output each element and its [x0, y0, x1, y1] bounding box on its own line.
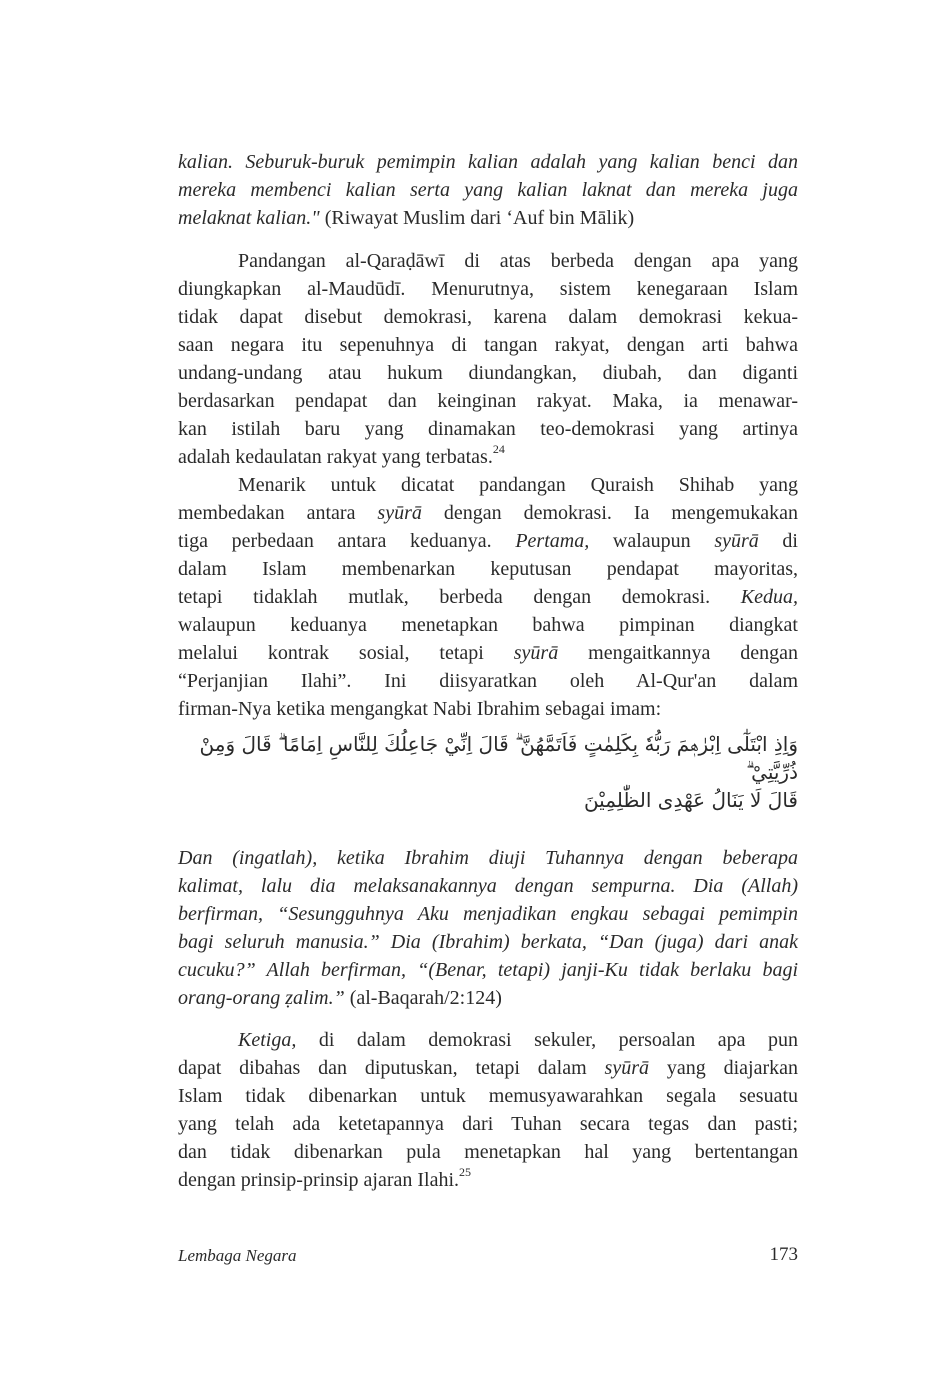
text-segment: undang-undang atau hukum diundangkan, diubah, dan diganti	[178, 362, 798, 384]
text-line	[178, 956, 798, 984]
text-line	[178, 415, 798, 443]
text-segment: Kedua,	[740, 586, 798, 608]
text-segment: berfirman, “Sesungguhnya Aku menjadikan engkau sebagai pemimpin	[178, 903, 798, 925]
text-segment: tiga perbedaan antara keduanya.	[178, 530, 516, 552]
text-segment: dengan prinsip-prinsip ajaran Ilahi.	[178, 1169, 460, 1191]
text-segment: dalam Islam membenarkan keputusan pendapat mayoritas,	[178, 558, 798, 580]
text-segment: yang diajarkan	[648, 1057, 798, 1079]
text-line	[178, 928, 798, 956]
text-line	[178, 984, 798, 1012]
verse-translation	[178, 844, 798, 1012]
text-segment: cucuku?” Allah berfirman, “(Benar, tetapi) janji-Ku tidak berlaku bagi	[178, 959, 798, 981]
text-line	[178, 1166, 798, 1194]
text-line	[178, 900, 798, 928]
text-line	[178, 148, 798, 176]
text-segment: adalah kedaulatan rakyat yang terbatas.	[178, 446, 493, 468]
footnote-ref: 24	[492, 442, 505, 456]
text-line	[178, 583, 798, 611]
text-segment: Dan (ingatlah), ketika Ibrahim diuji Tuhannya dengan beberapa	[178, 847, 798, 869]
text-segment: tetapi tidaklah mutlak, berbeda dengan demokrasi.	[178, 586, 741, 608]
text-segment: (al-Baqarah/2:124)	[344, 987, 502, 1009]
text-segment: “Perjanjian Ilahi”. Ini diisyaratkan oleh Al-Qur'an dalam	[178, 670, 798, 692]
text-segment: syūrā	[513, 642, 559, 664]
text-segment: kalimat, lalu dia melaksanakannya dengan sempurna. Dia (Allah)	[178, 875, 798, 897]
text-line	[178, 872, 798, 900]
text-line	[178, 1138, 798, 1166]
text-line	[178, 471, 798, 499]
text-segment: dengan demokrasi. Ia mengemukakan	[421, 502, 798, 524]
text-segment: bagi seluruh manusia.” Dia (Ibrahim) berkata, “Dan (juga) dari anak	[178, 931, 798, 953]
text-line	[178, 204, 798, 232]
text-line	[178, 695, 798, 723]
text-line	[178, 387, 798, 415]
text-segment: di dalam demokrasi sekuler, persoalan apa pun	[296, 1029, 798, 1051]
text-line	[178, 499, 798, 527]
qaradawi-paragraph	[178, 247, 798, 471]
text-segment: Pertama,	[515, 530, 590, 552]
text-line	[178, 303, 798, 331]
text-segment: orang-orang ẓalim.”	[178, 987, 345, 1009]
text-segment: melaknat kalian."	[178, 207, 320, 229]
text-line	[178, 275, 798, 303]
text-segment: saan negara itu sepenuhnya di tangan rakyat, dengan arti bahwa	[178, 334, 798, 356]
text-line	[178, 443, 798, 471]
text-segment: di	[758, 530, 798, 552]
text-line	[178, 331, 798, 359]
text-segment: yang telah ada ketetapannya dari Tuhan secara tegas dan pasti;	[178, 1113, 798, 1135]
footnote-ref: 25	[459, 1165, 472, 1179]
page-number: 173	[769, 1244, 798, 1265]
text-segment: berdasarkan pendapat dan keinginan rakyat. Maka, ia menawar-	[178, 390, 798, 412]
text-segment: (Riwayat Muslim dari ‘Auf bin Mālik)	[319, 207, 635, 229]
text-segment: syūrā	[604, 1057, 649, 1079]
text-line	[178, 1110, 798, 1138]
text-segment: membedakan antara	[178, 502, 378, 524]
arabic-verse-line-2: قَالَ لَا يَنَالُ عَهْدِى الظّٰلِمِيْنَ	[583, 788, 798, 812]
text-line	[178, 639, 798, 667]
arabic-verse-line-1: وَاِذِ ابْتَلٰٓى اِبْرٰهٖمَ رَبُّهٗ بِكَلِمٰتٍ فَاَتَمَّهُنَّ ۗ قَالَ اِنِّيْ جَاعِلُكَ لِلنَّاسِ اِمَامًا ۗ قَالَ وَمِنْ ذُرِّيَّتِيْ ۗ	[199, 732, 798, 784]
ketiga-paragraph	[178, 1026, 798, 1194]
text-segment: firman-Nya ketika mengangkat Nabi Ibrahim sebagai imam:	[178, 698, 662, 720]
text-line	[178, 247, 798, 275]
text-segment: walaupun	[589, 530, 715, 552]
text-segment: kan istilah baru yang dinamakan teo-demokrasi yang artinya	[178, 418, 798, 440]
text-segment: walaupun keduanya menetapkan bahwa pimpinan diangkat	[178, 614, 798, 636]
text-segment: Menarik untuk dicatat pandangan Quraish Shihab yang	[238, 474, 798, 496]
text-segment: Ketiga,	[238, 1029, 297, 1051]
text-segment: diungkapkan al-Maudūdī. Menurutnya, sistem kenegaraan Islam	[178, 278, 798, 300]
quraish-shihab-paragraph	[178, 471, 798, 723]
text-segment: dapat dibahas dan diputuskan, tetapi dalam	[178, 1057, 605, 1079]
text-segment: tidak dapat disebut demokrasi, karena dalam demokrasi kekua-	[178, 306, 798, 328]
text-line	[178, 667, 798, 695]
text-segment: kalian. Seburuk-buruk pemimpin kalian adalah yang kalian benci dan	[178, 151, 798, 173]
text-line	[178, 611, 798, 639]
text-segment: melalui kontrak sosial, tetapi	[178, 642, 514, 664]
text-line	[178, 1026, 798, 1054]
text-segment: Islam tidak dibenarkan untuk memusyawarahkan segala sesuatu	[178, 1085, 798, 1107]
text-segment: Pandangan al-Qaraḍāwī di atas berbeda dengan apa yang	[238, 250, 798, 272]
text-line	[178, 527, 798, 555]
text-segment: dan tidak dibenarkan pula menetapkan hal yang bertentangan	[178, 1141, 798, 1163]
text-line	[178, 844, 798, 872]
text-line	[178, 359, 798, 387]
text-segment: syūrā	[377, 502, 422, 524]
text-line	[178, 1054, 798, 1082]
text-line	[178, 1082, 798, 1110]
text-line	[178, 176, 798, 204]
running-title: Lembaga Negara	[178, 1246, 297, 1265]
text-line	[178, 555, 798, 583]
text-segment: mengaitkannya dengan	[558, 642, 798, 664]
hadith-quote-end	[178, 148, 798, 232]
text-segment: syūrā	[714, 530, 759, 552]
text-segment: mereka membenci kalian serta yang kalian laknat dan mereka juga	[178, 179, 798, 201]
